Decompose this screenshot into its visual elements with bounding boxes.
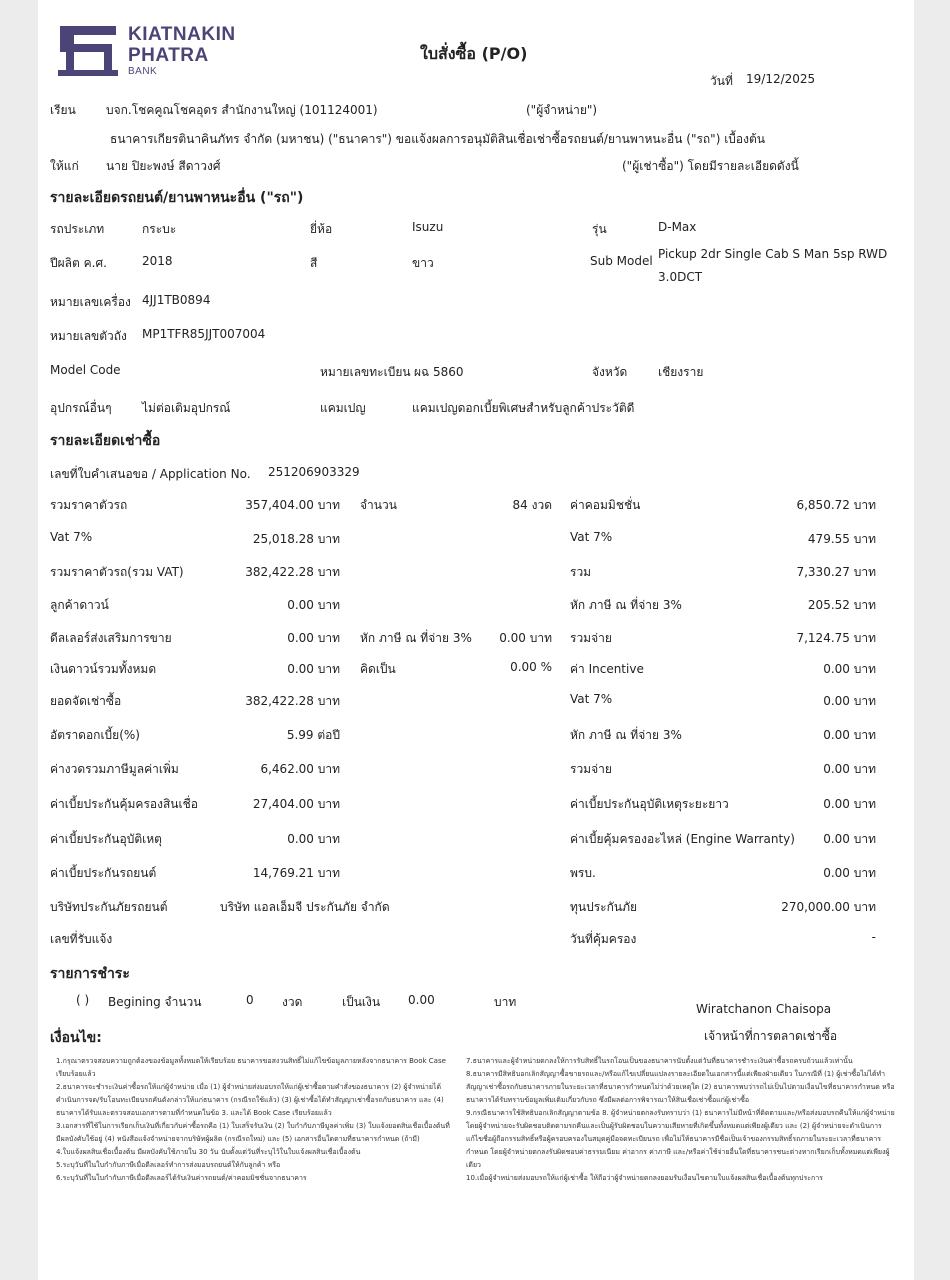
for-value: นาย ปิยะพงษ์ สีดาวงศ์ [106, 159, 221, 173]
lease-value: 0.00 บาท [287, 631, 340, 645]
lease-label: เลขที่รับแจ้ง [50, 932, 113, 946]
province-value: เชียงราย [658, 365, 704, 379]
lease-label: รวมราคาตัวรถ(รวม VAT) [50, 565, 184, 579]
lease-value: 382,422.28 บาท [245, 694, 340, 708]
bank-name-line2: PHATRA [128, 45, 209, 66]
lease-label: ค่าเบี้ยประกันคุ้มครองสินเชื่อ [50, 797, 198, 811]
to-label: เรียน [50, 103, 76, 117]
plate-value: ผฉ 5860 [414, 365, 464, 379]
lease-section-title: รายละเอียดเช่าซื้อ [50, 433, 161, 449]
lease-value: 6,462.00 บาท [260, 762, 340, 776]
lease-middle-value: 0.00 % [510, 660, 552, 674]
officer-name: Wiratchanon Chaisopa [696, 1002, 832, 1016]
chassis-number-value: MP1TFR85JJT007004 [142, 327, 266, 341]
lease-value: 0.00 บาท [287, 598, 340, 612]
lease-label: เงินดาวน์รวมทั้งหมด [50, 662, 157, 676]
for-label: ให้แก่ [50, 159, 79, 173]
condition-item: 7.ธนาคารและผู้จำหน่ายตกลงให้การรับสิทธิ์ในรถโอนเป็นของธนาคารนับตั้งแต่วันที่ธนาคารชำระเงินค่าซื้อรถครบถ้วนแล้วเท่านั้น [466, 1057, 853, 1065]
lease-middle-label: คิดเป็น [360, 662, 396, 676]
lease-value: 382,422.28 บาท [245, 565, 340, 579]
condition-item: 4.ใบแจ้งผลสินเชื่อเบื้องต้น มีผลบังคับใช้ภายใน 30 วัน นับตั้งแต่วันที่ระบุไว้ในใบแจ้งผลสินเชื่อเบื้องต้น [56, 1148, 361, 1156]
lease-middle-label: จำนวน [360, 498, 397, 512]
bank-logo-icon [56, 22, 122, 78]
lease-label: รวมราคาตัวรถ [50, 498, 128, 512]
lease-right-value: - [871, 930, 876, 944]
condition-item: 3.เอกสารที่ใช้ในการเรียกเก็บเงินที่เกี่ยวกับค่าซื้อรถคือ (1) ใบเสร็จรับเงิน (2) ใบกำกับภาษีมูลค่าเพิ่ม (3) ใบแจ้งยอดสินเชื่อเบื้องต้นที่มีผลบังคับใช้อยู่ (4) หนังสือแจ้งจำหน่ายจากบริษัทผู้ผลิต (กรณีรถใหม่) และ (5) เอกสารอื่นใดตามที่ธนาคารกำหนด (ถ้ามี) [56, 1122, 450, 1143]
lease-value: 25,018.28 บาท [252, 532, 340, 546]
lease-right-label: รวมจ่าย [570, 631, 612, 645]
lease-right-value: 0.00 บาท [823, 762, 876, 776]
application-number-value: 251206903329 [268, 465, 360, 479]
payment-checkbox[interactable]: ( ) [76, 993, 90, 1007]
lease-right-value: 7,124.75 บาท [796, 631, 876, 645]
date-value: 19/12/2025 [746, 72, 816, 86]
lease-value: บริษัท แอลเอ็มจี ประกันภัย จำกัด [220, 900, 390, 914]
for-role: ("ผู้เช่าซื้อ") โดยมีรายละเอียดดังนี้ [622, 159, 799, 173]
lease-label: ดีลเลอร์ส่งเสริมการขาย [50, 631, 172, 645]
engine-number-value: 4JJ1TB0894 [142, 293, 211, 307]
condition-item: 10.เมื่อผู้จำหน่ายส่งมอบรถให้แก่ผู้เช่าซื้อ ให้ถือว่าผู้จำหน่ายตกลงยอมรับเงื่อนไขตามใบแจ้งผลสินเชื่อเบื้องต้นทุกประการ [466, 1174, 823, 1182]
condition-item: 6.ระบุวันที่ในใบกำกับภาษีเมื่อดีลเลอร์ได้รับเงินค่ารถยนต์/ค่าคอมมิชชั่นจากธนาคาร [56, 1174, 307, 1182]
lease-right-label: ทุนประกันภัย [570, 900, 638, 914]
conditions-left-column [56, 1055, 452, 1185]
lease-middle-label: หัก ภาษี ณ ที่จ่าย 3% [360, 631, 472, 645]
lease-value: 27,404.00 บาท [252, 797, 340, 811]
beginning-count-value: 0 [246, 993, 254, 1007]
lease-right-label: ค่า Incentive [570, 662, 644, 676]
conditions-right-column [466, 1055, 898, 1185]
lease-right-value: 270,000.00 บาท [781, 900, 876, 914]
campaign-value: แคมเปญดอกเบี้ยพิเศษสำหรับลูกค้าประวัติดี [412, 401, 635, 415]
lease-label: ค่าเบี้ยประกันรถยนต์ [50, 866, 157, 880]
vehicle-color-label: สี [310, 256, 318, 270]
lease-label: ค่าเบี้ยประกันอุบัติเหตุ [50, 832, 162, 846]
lease-middle-value: 84 งวด [512, 498, 552, 512]
amount-currency: บาท [494, 995, 517, 1009]
vehicle-section-title: รายละเอียดรถยนต์/ยานพาหนะอื่น ("รถ") [50, 190, 304, 206]
province-label: จังหวัด [592, 365, 628, 379]
lease-right-label: หัก ภาษี ณ ที่จ่าย 3% [570, 728, 682, 742]
lease-right-value: 205.52 บาท [807, 598, 876, 612]
date-label: วันที่ [710, 74, 733, 88]
lease-value: 0.00 บาท [287, 662, 340, 676]
lease-label: ยอดจัดเช่าซื้อ [50, 694, 122, 708]
vehicle-model-label: รุ่น [592, 222, 607, 236]
lease-right-value: 0.00 บาท [823, 832, 876, 846]
lease-right-value: 479.55 บาท [807, 532, 876, 546]
lease-right-label: ค่าเบี้ยคุ้มครองอะไหล่ (Engine Warranty) [570, 832, 795, 846]
lease-right-value: 0.00 บาท [823, 694, 876, 708]
vehicle-model-value: D-Max [658, 220, 697, 234]
lease-right-label: ค่าคอมมิชชั่น [570, 498, 641, 512]
lease-right-label: หัก ภาษี ณ ที่จ่าย 3% [570, 598, 682, 612]
vehicle-submodel-label: Sub Model [590, 254, 653, 268]
amount-label: เป็นเงิน [342, 995, 381, 1009]
condition-item: 2.ธนาคารจะชำระเงินค่าซื้อรถให้แก่ผู้จำหน่าย เมื่อ (1) ผู้จำหน่ายส่งมอบรถให้แก่ผู้เช่าซื้อตามคำสั่งของธนาคาร (2) ผู้จำหน่ายได้ดำเนินการจด/รับโอนทะเบียนรถคันดังกล่าวให้แก่ธนาคาร (กรณีรถใช้แล้ว) (3) ผู้เช่าซื้อได้ทำสัญญาเช่าซื้อรถกับธนาคาร และ (4) ธนาคารได้รับและตรวจสอบเอกสารตามที่กำหนดในข้อ 3. และได้ Book Case เรียบร้อยแล้ว [56, 1083, 444, 1117]
to-role: ("ผู้จำหน่าย") [526, 103, 598, 117]
chassis-number-label: หมายเลขตัวถัง [50, 329, 127, 343]
purchase-order-page [38, 0, 914, 1280]
to-value: บจก.โชคคูณโชคอุดร สำนักงานใหญ่ (101124001) [106, 103, 378, 117]
lease-right-label: รวม [570, 565, 592, 579]
officer-role: เจ้าหน้าที่การตลาดเช่าซื้อ [704, 1029, 838, 1043]
plate-label: หมายเลขทะเบียน [320, 365, 411, 379]
lease-value: 5.99 ต่อปี [286, 728, 340, 742]
condition-item: 1.กรุณาตรวจสอบความถูกต้องของข้อมูลทั้งหมดให้เรียบร้อย ธนาคารขอสงวนสิทธิ์ไม่แก้ไขข้อมูลภายหลังจากธนาคาร Book Case เรียบร้อยแล้ว [56, 1057, 446, 1078]
lease-label: อัตราดอกเบี้ย(%) [50, 728, 140, 742]
campaign-label: แคมเปญ [320, 401, 366, 415]
beginning-count-label: Begining จำนวน [108, 995, 202, 1009]
lease-value: 0.00 บาท [287, 832, 340, 846]
vehicle-color-value: ขาว [412, 256, 434, 270]
conditions-title: เงื่อนไข: [50, 1030, 102, 1046]
lease-label: Vat 7% [50, 530, 93, 544]
application-number-label: เลขที่ใบคำเสนอขอ / Application No. [50, 467, 251, 481]
vehicle-type-label: รถประเภท [50, 222, 105, 236]
lease-right-value: 0.00 บาท [823, 866, 876, 880]
lease-value: 357,404.00 บาท [245, 498, 340, 512]
vehicle-brand-label: ยี่ห้อ [310, 222, 333, 236]
vehicle-type-value: กระบะ [142, 222, 177, 236]
condition-item: 8.ธนาคารมีสิทธิบอกเลิกสัญญาซื้อขายรถและ/หรือแก้ไขเปลี่ยนแปลงรายละเอียดในเอกสารนี้แต่เพียงฝ่ายเดียว ในกรณีที่ (1) ผู้เช่าซื้อไม่ได้ทำสัญญาเช่าซื้อรถกับธนาคารภายในระยะเวลาที่ธนาคารกำหนดไม่ว่าด้วยเหตุใด (2) ธนาคารพบว่ารถไม่เป็นไปตามเงื่อนไขที่ธนาคารกำหนด หรือธนาคารได้รับทราบข้อมูลเพิ่มเติมเกี่ยวกับรถ ซึ่งมีผลต่อการพิจารณาให้สินเชื่อเช่าซื้อแก่ผู้เช่าซื้อ [466, 1070, 895, 1104]
lease-right-label: Vat 7% [570, 692, 613, 706]
amount-value: 0.00 [408, 993, 435, 1007]
document-title: ใบสั่งซื้อ (P/O) [420, 44, 528, 63]
lease-right-value: 0.00 บาท [823, 662, 876, 676]
lease-middle-value: 0.00 บาท [499, 631, 552, 645]
lease-right-label: พรบ. [570, 866, 596, 880]
lease-right-value: 0.00 บาท [823, 728, 876, 742]
beginning-unit: งวด [282, 995, 303, 1009]
lease-right-label: วันที่คุ้มครอง [570, 932, 637, 946]
vehicle-year-label: ปีผลิต ค.ศ. [50, 256, 107, 270]
bank-name-line3: BANK [128, 66, 158, 77]
condition-item: 5.ระบุวันที่ในใบกำกับภาษีเมื่อดีลเลอร์ทำการส่งมอบรถยนต์ให้กับลูกค้า หรือ [56, 1161, 281, 1169]
lease-right-label: รวมจ่าย [570, 762, 612, 776]
lease-label: บริษัทประกันภัยรถยนต์ [50, 900, 168, 914]
vehicle-brand-value: Isuzu [412, 220, 444, 234]
lease-right-value: 6,850.72 บาท [796, 498, 876, 512]
model-code-label: Model Code [50, 363, 121, 377]
lease-right-value: 7,330.27 บาท [796, 565, 876, 579]
lease-label: ลูกค้าดาวน์ [50, 598, 109, 612]
lease-label: ค่างวดรวมภาษีมูลค่าเพิ่ม [50, 762, 179, 776]
vehicle-submodel-value: Pickup 2dr Single Cab S Man 5sp RWD [658, 247, 888, 261]
condition-item: 9.กรณีธนาคารใช้สิทธิบอกเลิกสัญญาตามข้อ 8. ผู้จำหน่ายตกลงรับทราบว่า (1) ธนาคารไม่มีหน้าที่ติดตามและ/หรือส่งมอบรถคืนให้แก่ผู้จำหน่าย โดยผู้จำหน่ายจะรับผิดชอบติดตามรถคืนและเป็นผู้รับผิดชอบในความเสียหายที่เกิดขึ้นทั้งหมดแต่เพียงผู้เดียว และ (2) ผู้จำหน่ายจะดำเนินการแก้ไขชื่อผู้ถือกรรมสิทธิ์หรือผู้ครอบครองในสมุดคู่มือจดทะเบียนรถ เพื่อไม่ให้ธนาคารมีชื่อเป็นเจ้าของกรรมสิทธิ์รถภายในระยะเวลาที่ธนาคารกำหนด โดยผู้จำหน่ายตกลงรับผิดชอบค่าธรรมเนียม ค่าอากร ค่าภาษี และ/หรือค่าใช้จ่ายอื่นใดที่ธนาคารชนะต่างหากเรียกเก็บทั้งหมดแต่เพียงผู้เดียว [466, 1109, 895, 1169]
lease-value: 14,769.21 บาท [252, 866, 340, 880]
equipment-value: ไม่ต่อเติมอุปกรณ์ [142, 401, 231, 415]
lease-right-label: ค่าเบี้ยประกันอุบัติเหตุระยะยาว [570, 797, 729, 811]
bank-name-line1: KIATNAKIN [128, 24, 236, 45]
approval-notice: ธนาคารเกียรตินาคินภัทร จำกัด (มหาชน) ("ธนาคาร") ขอแจ้งผลการอนุมัติสินเชื่อเช่าซื้อรถยนต์/ยานพาหนะอื่น ("รถ") เบื้องต้น [110, 132, 765, 146]
vehicle-submodel-value-2: 3.0DCT [658, 270, 703, 284]
equipment-label: อุปกรณ์อื่นๆ [50, 401, 112, 415]
lease-right-value: 0.00 บาท [823, 797, 876, 811]
lease-right-label: Vat 7% [570, 530, 613, 544]
vehicle-year-value: 2018 [142, 254, 173, 268]
engine-number-label: หมายเลขเครื่อง [50, 295, 131, 309]
payment-section-title: รายการชำระ [50, 966, 130, 982]
